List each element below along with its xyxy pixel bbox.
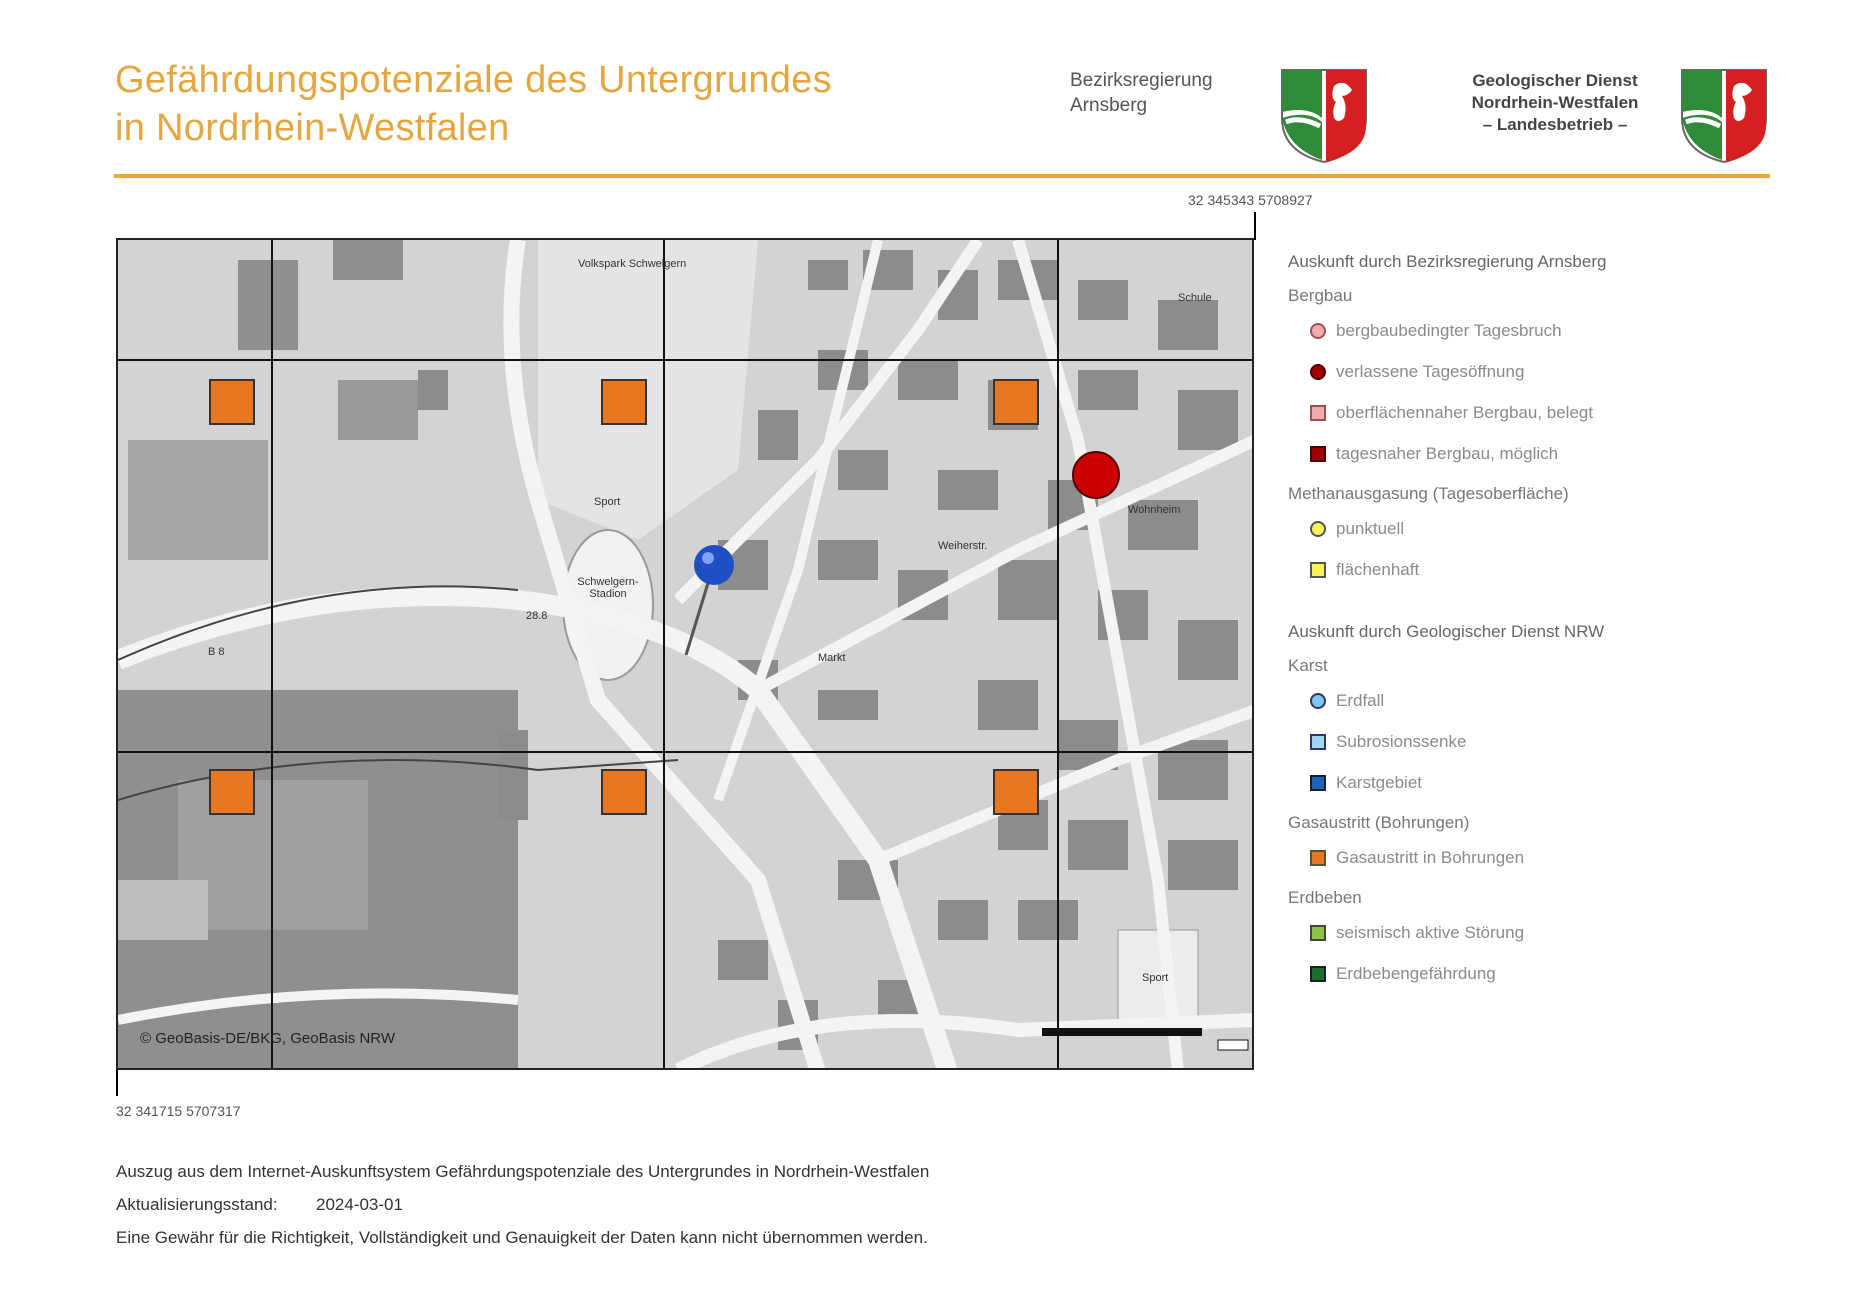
- legend: [1288, 252, 1808, 1004]
- gas-marker: [210, 770, 254, 814]
- header-rule: [114, 174, 1770, 178]
- nrw-crest-logo: [1278, 66, 1370, 164]
- org-geologischer-dienst: [1455, 70, 1655, 136]
- square-orange-icon: [1310, 850, 1326, 866]
- scale-bar-end: [1218, 1040, 1248, 1050]
- legend-item: [1288, 402, 1808, 424]
- legend-item: [1288, 922, 1808, 944]
- legend-item-label: Erdfall: [1336, 691, 1385, 710]
- coord-top-tick: [1254, 212, 1256, 240]
- legend-item-label: Erdbebengefährdung: [1336, 964, 1496, 983]
- circle-yellow-icon: [1310, 521, 1326, 537]
- square-green-icon: [1310, 925, 1326, 941]
- legend-item: [1288, 559, 1808, 581]
- legend-item: [1288, 963, 1808, 985]
- scale-bar: [1042, 1028, 1202, 1036]
- footer-update-label: Aktualisierungsstand:: [116, 1195, 278, 1214]
- building-nw2: [338, 380, 418, 440]
- coord-bottom-left: 32 341715 5707317: [116, 1103, 241, 1119]
- org1-line-1: Bezirksregierung: [1070, 70, 1213, 91]
- label-markt: Markt: [818, 652, 846, 664]
- label-b8: B 8: [208, 646, 225, 658]
- legend-item-label: Gasaustritt in Bohrungen: [1336, 848, 1525, 867]
- legend-section-bezreg: Auskunft durch Bezirksregierung Arnsberg: [1288, 252, 1607, 271]
- map-view[interactable]: [116, 238, 1254, 1070]
- legend-item-label: punktuell: [1336, 519, 1405, 538]
- gas-marker: [210, 380, 254, 424]
- label-weiherstr: Weiherstr.: [938, 540, 988, 552]
- coord-bottom-tick: [116, 1068, 118, 1096]
- org-bezirksregierung: [1070, 68, 1213, 118]
- legend-item: [1288, 443, 1808, 465]
- footer-update-value: 2024-03-01: [316, 1195, 403, 1214]
- footer-update: [116, 1188, 929, 1221]
- legend-item-label: Subrosionssenke: [1336, 732, 1467, 751]
- legend-section-gd: Auskunft durch Geologischer Dienst NRW: [1288, 622, 1605, 641]
- legend-item-label: oberflächennaher Bergbau, belegt: [1336, 403, 1594, 422]
- square-darkred-icon: [1310, 446, 1326, 462]
- map-canvas: [118, 240, 1254, 1070]
- legend-group-gas: Gasaustritt (Bohrungen): [1288, 813, 1470, 832]
- legend-item-label: bergbaubedingter Tagesbruch: [1336, 321, 1562, 340]
- gas-marker: [994, 380, 1038, 424]
- footer-disclaimer: Eine Gewähr für die Richtigkeit, Vollständigkeit und Genauigkeit der Daten kann nicht übernommen werden.: [116, 1228, 928, 1247]
- title-line-1: Gefährdungspotenziale des Untergrundes: [115, 59, 832, 101]
- legend-spacer: [1288, 600, 1808, 622]
- legend-item-label: tagesnaher Bergbau, möglich: [1336, 444, 1559, 463]
- legend-item: [1288, 518, 1808, 540]
- legend-item: [1288, 690, 1808, 712]
- legend-item: [1288, 731, 1808, 753]
- legend-group-erdbeben: Erdbeben: [1288, 888, 1362, 907]
- legend-item-label: seismisch aktive Störung: [1336, 923, 1525, 942]
- footer-source: Auszug aus dem Internet-Auskunftsystem Gefährdungspotenziale des Untergrundes in Nordrhein-Westfalen: [116, 1162, 930, 1181]
- gas-marker: [602, 770, 646, 814]
- industrial-yard: [118, 880, 208, 940]
- legend-item: [1288, 772, 1808, 794]
- map-copyright: © GeoBasis-DE/BKG, GeoBasis NRW: [140, 1030, 396, 1047]
- building-n: [333, 240, 403, 280]
- org1-line-2: Arnsberg: [1070, 95, 1148, 116]
- gas-marker: [602, 380, 646, 424]
- label-wohnheim: Wohnheim: [1128, 504, 1181, 516]
- legend-group-methan: Methanausgasung (Tagesoberfläche): [1288, 484, 1569, 503]
- org2-line-2: Nordrhein-Westfalen: [1471, 93, 1639, 112]
- square-blue-icon: [1310, 775, 1326, 791]
- org2-line-1: Geologischer Dienst: [1472, 71, 1638, 90]
- abandoned-opening-marker: [1073, 452, 1119, 498]
- square-lightblue-icon: [1310, 734, 1326, 750]
- label-stadion: Schwelgern-Stadion: [577, 576, 639, 600]
- square-yellow-icon: [1310, 562, 1326, 578]
- building-w: [128, 440, 268, 560]
- legend-item: [1288, 320, 1808, 342]
- circle-darkred-icon: [1310, 364, 1326, 380]
- legend-item-label: verlassene Tagesöffnung: [1336, 362, 1525, 381]
- legend-item-label: flächenhaft: [1336, 560, 1420, 579]
- square-darkgreen-icon: [1310, 966, 1326, 982]
- label-sport-1: Sport: [594, 496, 621, 508]
- page-title: [115, 56, 832, 152]
- coord-top-right: 32 345343 5708927: [1188, 192, 1313, 208]
- square-pink-icon: [1310, 405, 1326, 421]
- title-line-2: in Nordrhein-Westfalen: [115, 107, 510, 149]
- org2-line-3: – Landesbetrieb –: [1482, 115, 1628, 134]
- legend-item: [1288, 847, 1808, 869]
- legend-item: [1288, 361, 1808, 383]
- label-sport-2: Sport: [1142, 972, 1169, 984]
- legend-item-label: Karstgebiet: [1336, 773, 1422, 792]
- label-schule: Schule: [1178, 292, 1212, 304]
- location-pin: [694, 545, 734, 585]
- gas-marker: [994, 770, 1038, 814]
- legend-group-bergbau: Bergbau: [1288, 286, 1353, 305]
- legend-group-karst: Karst: [1288, 656, 1328, 675]
- label-road-number: 28.8: [526, 610, 548, 622]
- circle-pink-icon: [1310, 323, 1326, 339]
- circle-lightblue-icon: [1310, 693, 1326, 709]
- label-volkspark: Volkspark Schwelgern: [578, 258, 687, 270]
- location-pin-highlight: [702, 552, 714, 564]
- footer: [116, 1155, 929, 1254]
- nrw-crest-logo-2: [1678, 66, 1770, 164]
- building-nw: [238, 260, 298, 350]
